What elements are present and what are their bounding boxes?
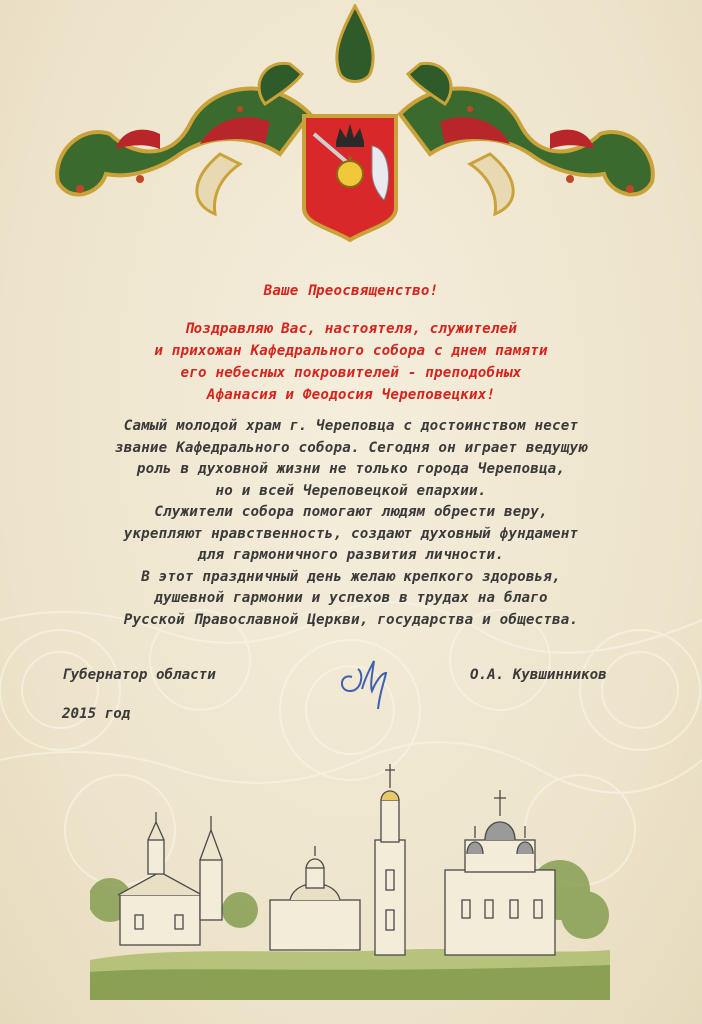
signature-row xyxy=(0,667,702,707)
body-line: Русской Православной Церкви, государства и общества. xyxy=(123,611,579,628)
vologda-coat-of-arms-icon xyxy=(300,112,400,242)
body-line: роль в духовной жизни не только города Череповца, xyxy=(136,461,566,477)
year: 2015 год xyxy=(62,706,131,722)
body-line: но и всей Череповецкой епархии. xyxy=(215,482,487,499)
greeting-line: его небесных покровителей - преподобных xyxy=(180,365,522,381)
body-line: Служители собора помогают людям обрести веру, xyxy=(154,504,548,520)
signer-title: Губернатор области xyxy=(62,667,216,683)
body-line: душевной гармонии и успехов в трудах на благо xyxy=(154,590,548,606)
body-line: для гармоничного развития личности. xyxy=(198,547,504,563)
body-line: Самый молодой храм г. Череповца с достоинством несет xyxy=(123,418,579,434)
greeting-line: Поздравляю Вас, настоятеля, служителей xyxy=(184,321,518,337)
greeting-line: Афанасия и Феодосия Череповецких! xyxy=(206,387,496,403)
signer-name: О.А. Кувшинников xyxy=(470,667,607,683)
salutation: Ваше Преосвященство! xyxy=(263,283,439,299)
body-line: В этот праздничный день желаю крепкого здоровья, xyxy=(141,568,561,585)
greeting-line: и прихожан Кафедрального собора с днем памяти xyxy=(154,343,548,359)
body-line: звание Кафедрального собора. Сегодня он играет ведущую xyxy=(114,439,588,456)
handwritten-signature xyxy=(332,651,404,715)
cathedral-illustration xyxy=(90,750,610,1000)
body-line: укрепляют нравственность, создают духовный фундамент xyxy=(123,525,579,542)
body-paragraph xyxy=(0,416,702,631)
greeting-paragraph xyxy=(0,318,702,406)
